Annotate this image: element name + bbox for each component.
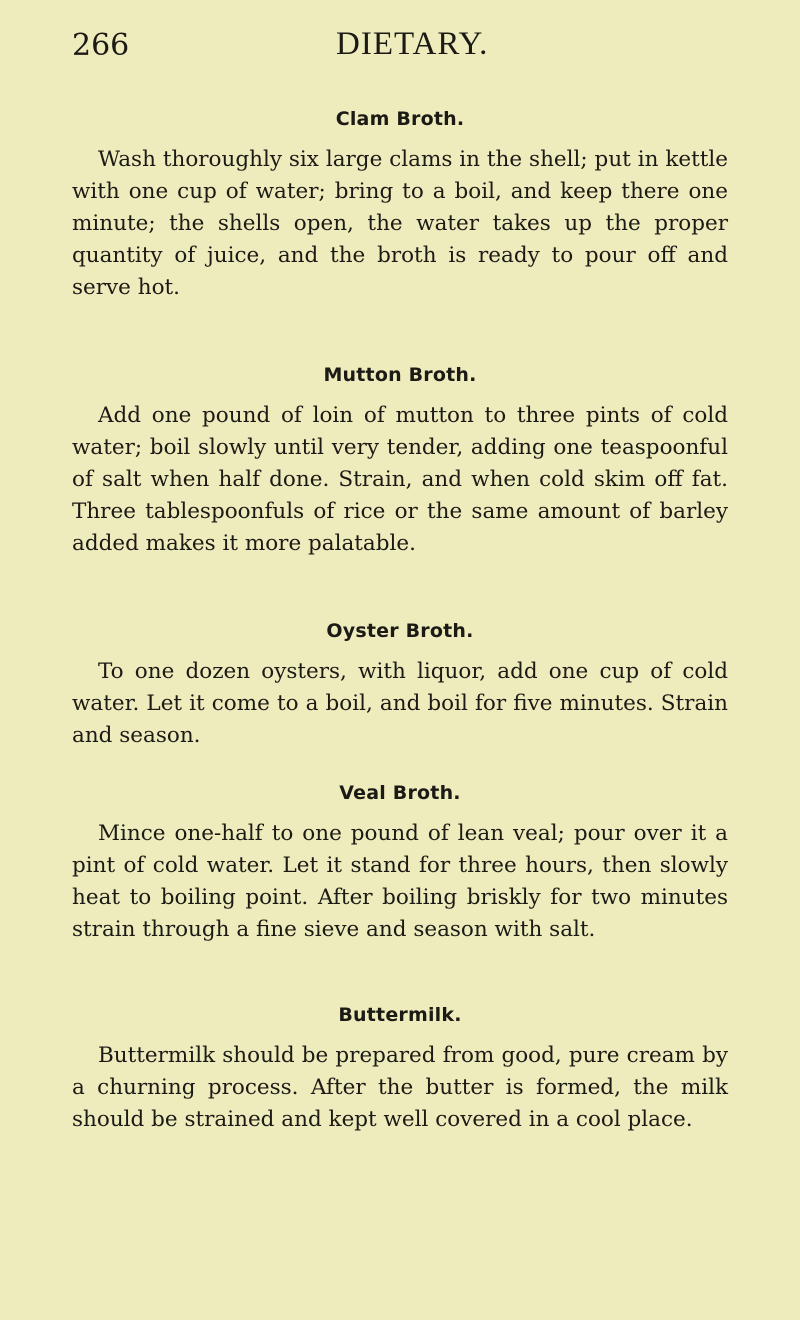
running-title: DIETARY. xyxy=(336,26,489,62)
recipe-text: Mince one-half to one pound of lean veal; pour over it a pint of cold water. Let it stand for three hours, then slowly heat to boiling point. After boiling briskly for two minutes strain through a fine sieve and season with salt. xyxy=(72,821,728,942)
recipe-buttermilk xyxy=(72,1004,728,1136)
recipe-text: Buttermilk should be prepared from good, pure cream by a churning process. After the butter is formed, the milk should be strained and kept well covered in a cool place. xyxy=(72,1043,728,1132)
recipe-veal-broth xyxy=(72,782,728,946)
recipe-clam-broth xyxy=(72,108,728,304)
recipe-mutton-broth xyxy=(72,364,728,560)
recipe-oyster-broth xyxy=(72,620,728,752)
recipe-title: Buttermilk. xyxy=(338,1004,462,1026)
recipe-text: Add one pound of loin of mutton to three pints of cold water; boil slowly until very tender, adding one teaspoonful of salt when half done. Strain, and when cold skim off fat. Three tablespoonfuls of rice or the same amount of barley added makes it more palatable. xyxy=(72,403,728,556)
recipe-title: Mutton Broth. xyxy=(323,364,477,386)
running-head xyxy=(72,22,728,66)
recipe-text: Wash thoroughly six large clams in the shell; put in kettle with one cup of water; bring to a boil, and keep there one minute; the shells open, the water takes up the proper quantity of juice, and the broth is ready to pour off and serve hot. xyxy=(72,147,728,300)
recipe-title: Oyster Broth. xyxy=(326,620,474,642)
page-number: 266 xyxy=(72,28,130,63)
recipe-text: To one dozen oysters, with liquor, add one cup of cold water. Let it come to a boil, and boil for five minutes. Strain and season. xyxy=(72,659,728,748)
recipe-title: Veal Broth. xyxy=(339,782,461,804)
recipe-title: Clam Broth. xyxy=(335,108,465,130)
